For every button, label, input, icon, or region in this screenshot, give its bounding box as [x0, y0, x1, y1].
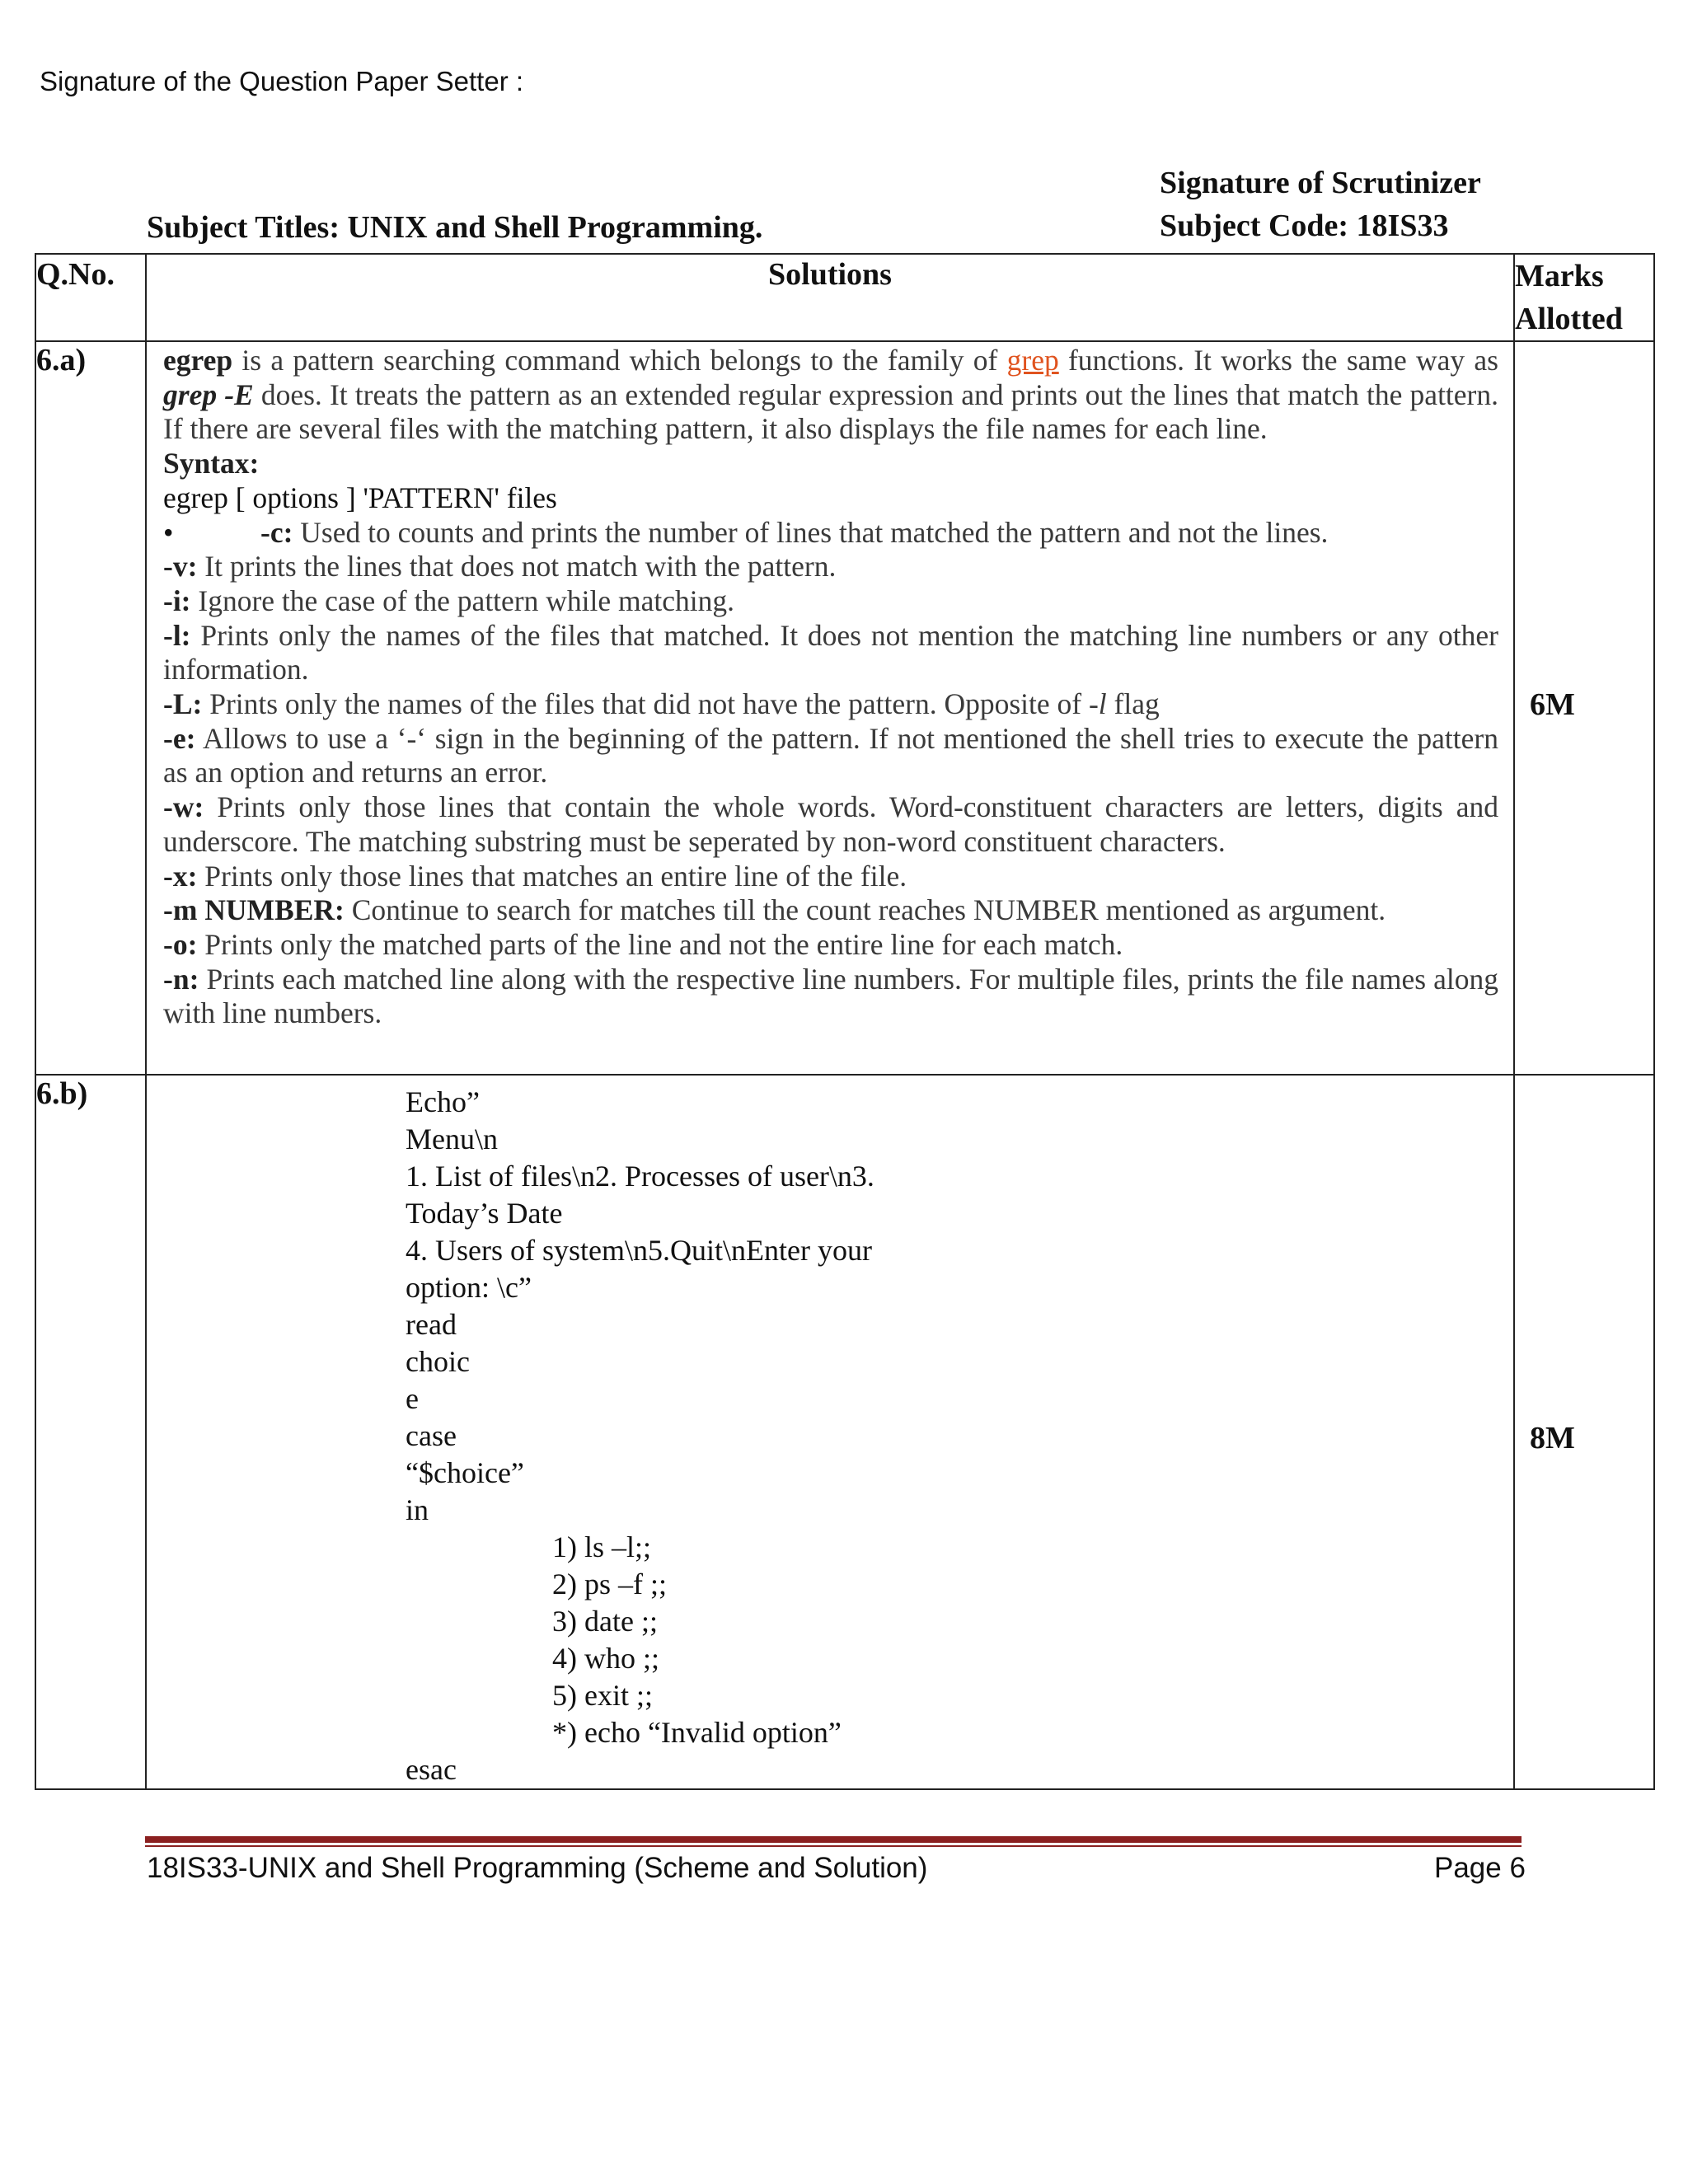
code-line: case	[406, 1419, 457, 1452]
table-header-row	[35, 254, 1654, 341]
code-line: esac	[406, 1753, 457, 1786]
case-line: 4) who ;;	[552, 1642, 659, 1675]
case-line: *) echo “Invalid option”	[552, 1716, 842, 1749]
option-c: • -c: Used to counts and prints the number of lines that matched the pattern and not the lines.	[163, 515, 1329, 549]
solution-cell	[146, 341, 1514, 1075]
header-marks-line1: Marks	[1515, 259, 1604, 293]
header-solutions: Solutions	[146, 254, 1514, 341]
code-line: 1. List of files\n2. Processes of user\n3.	[406, 1160, 874, 1193]
subject-title: Subject Titles: UNIX and Shell Programming.	[147, 210, 763, 245]
header-right-block	[1160, 162, 1481, 247]
solution-cell	[146, 1075, 1514, 1789]
grep-link[interactable]: grep	[1006, 344, 1059, 377]
syntax-label: Syntax:	[163, 447, 260, 480]
question-number: 6.a)	[35, 341, 146, 1075]
option-n: -n: Prints each matched line along with the respective line numbers. For multiple files, prints the file names along with line numbers.	[163, 962, 1498, 1030]
code-line: e	[406, 1382, 419, 1415]
intro-text: functions. It works the same way as	[1058, 344, 1498, 377]
question-number: 6.b)	[35, 1075, 146, 1789]
code-line: Echo”	[406, 1085, 480, 1118]
code-line: read	[406, 1308, 457, 1341]
egrep-intro	[163, 344, 1498, 447]
intro-text: is a pattern searching command which belongs to the family of	[232, 344, 1007, 377]
header-marks-line2: Allotted	[1515, 302, 1623, 336]
option-w: -w: Prints only those lines that contain the whole words. Word-constituent characters are letters, digits and underscore. The matching substring must be seperated by non-word constituent characters.	[163, 790, 1498, 858]
option-i: -i: Ignore the case of the pattern while matching.	[163, 583, 734, 617]
footer-title: 18IS33-UNIX and Shell Programming (Scheme and Solution)	[147, 1852, 928, 1884]
subject-code: Subject Code: 18IS33	[1160, 209, 1449, 243]
egrep-term: egrep	[163, 344, 233, 377]
header-qno: Q.No.	[35, 254, 146, 341]
option-m: -m NUMBER: Continue to search for matches till the count reaches NUMBER mentioned as argument.	[163, 893, 1386, 927]
case-line: 5) exit ;;	[552, 1679, 653, 1712]
option-o: -o: Prints only the matched parts of the line and not the entire line for each match.	[163, 927, 1123, 961]
syntax-line: egrep [ options ] 'PATTERN' files	[163, 480, 557, 514]
table-row	[35, 341, 1654, 1075]
case-line: 3) date ;;	[552, 1605, 658, 1638]
table-row	[35, 1075, 1654, 1789]
case-line: 2) ps –f ;;	[552, 1568, 667, 1601]
case-list	[406, 1529, 1513, 1751]
marks-6b: 8M	[1530, 1421, 1575, 1455]
option-l: -l: Prints only the names of the files that matched. It does not mention the matching line numbers or any other information.	[163, 618, 1498, 687]
marks-cell	[1514, 1075, 1654, 1789]
option-x: -x: Prints only those lines that matches an entire line of the file.	[163, 859, 907, 893]
footer-divider-thin	[145, 1845, 1522, 1847]
intro-text: does. It treats the pattern as an extended regular expression and prints out the lines that match the pattern. If there are several files with the matching pattern, it also displays the file names for each line.	[163, 377, 1498, 446]
page-number: Page 6	[1434, 1852, 1526, 1884]
solutions-table	[35, 253, 1655, 1790]
option-v: -v: It prints the lines that does not match with the pattern.	[163, 550, 837, 583]
solution-6b-script	[147, 1076, 1513, 1788]
marks-6a: 6M	[1530, 687, 1575, 722]
option-e: -e: Allows to use a ‘-‘ sign in the beginning of the pattern. If not mentioned the shell tries to execute the pattern as an option and returns an error.	[163, 721, 1498, 790]
setter-signature: Signature of the Question Paper Setter :	[40, 66, 524, 96]
bullet-icon: •	[163, 515, 174, 549]
scrutinizer-signature: Signature of Scrutinizer	[1160, 166, 1481, 200]
case-line: 1) ls –l;;	[552, 1530, 652, 1563]
code-line: “$choice”	[406, 1456, 524, 1489]
code-line: 4. Users of system\n5.Quit\nEnter your	[406, 1234, 872, 1267]
code-line: in	[406, 1493, 429, 1526]
option-L: -L: Prints only the names of the files that did not have the pattern. Opposite of -l flag	[163, 687, 1160, 721]
code-line: choic	[406, 1345, 470, 1378]
code-line: option: \c”	[406, 1271, 532, 1304]
marks-cell	[1514, 341, 1654, 1075]
footer-divider	[145, 1836, 1522, 1843]
code-line: Menu\n	[406, 1122, 498, 1155]
solution-6a	[147, 342, 1513, 1031]
header-marks	[1514, 254, 1654, 341]
code-line: Today’s Date	[406, 1197, 563, 1230]
grep-e-term: grep -E	[163, 377, 254, 411]
